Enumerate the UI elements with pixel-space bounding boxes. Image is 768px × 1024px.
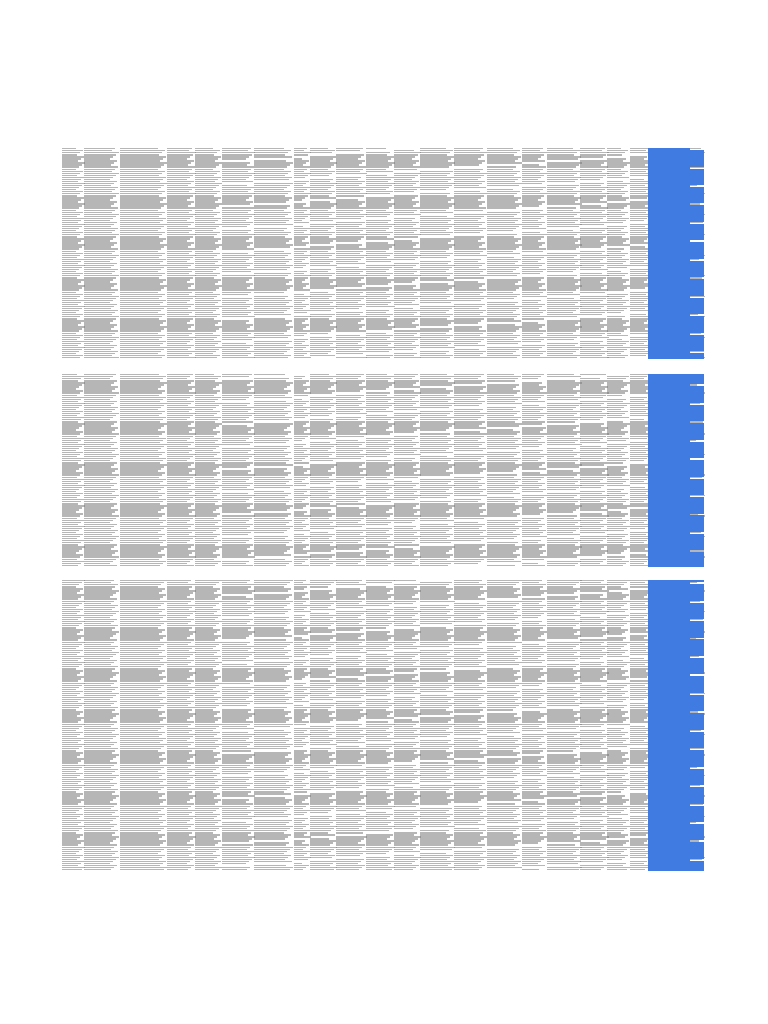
unreadable-table-cell xyxy=(62,565,78,566)
unreadable-table-cell xyxy=(254,565,286,566)
unreadable-table-cell xyxy=(294,357,311,358)
table-row xyxy=(62,565,702,566)
unreadable-table-cell xyxy=(254,357,288,358)
unreadable-table-cell xyxy=(336,357,367,358)
spreadsheet-export-page xyxy=(62,148,702,870)
unreadable-table-cell xyxy=(607,565,623,566)
unreadable-table-cell xyxy=(167,357,196,358)
unreadable-table-cell xyxy=(84,565,117,566)
unreadable-table-cell xyxy=(366,565,388,566)
unreadable-table-cell xyxy=(310,565,330,566)
unreadable-table-cell xyxy=(294,565,309,566)
unreadable-table-cell xyxy=(366,357,390,358)
unreadable-table-cell xyxy=(222,565,253,566)
unreadable-table-cell xyxy=(454,357,487,358)
unreadable-table-cell xyxy=(120,357,162,358)
unreadable-table-cell xyxy=(607,357,625,358)
blue-hyperlink-cell[interactable] xyxy=(648,357,704,359)
unreadable-table-cell xyxy=(195,357,217,358)
unreadable-table-cell xyxy=(547,565,575,566)
unreadable-table-cell xyxy=(580,565,607,566)
blue-hyperlink-cell[interactable] xyxy=(648,565,704,567)
top-section-divider xyxy=(62,368,702,369)
unreadable-table-cell xyxy=(487,357,517,358)
unreadable-table-cell xyxy=(120,565,160,566)
table-row xyxy=(62,357,702,358)
unreadable-table-cell xyxy=(195,565,215,566)
unreadable-table-cell xyxy=(420,565,448,566)
unreadable-table-cell xyxy=(522,565,545,566)
unreadable-table-cell xyxy=(222,357,255,358)
unreadable-table-cell xyxy=(84,357,119,358)
unreadable-table-cell xyxy=(420,357,450,358)
middle-section-divider xyxy=(62,574,702,575)
unreadable-table-cell xyxy=(522,357,547,358)
unreadable-table-cell xyxy=(580,357,609,358)
unreadable-table-cell xyxy=(394,565,419,566)
unreadable-table-cell xyxy=(62,357,80,358)
unreadable-table-cell xyxy=(487,565,515,566)
unreadable-table-cell xyxy=(547,357,577,358)
unreadable-table-cell xyxy=(394,357,421,358)
unreadable-table-cell xyxy=(167,565,194,566)
unreadable-table-cell xyxy=(336,565,365,566)
